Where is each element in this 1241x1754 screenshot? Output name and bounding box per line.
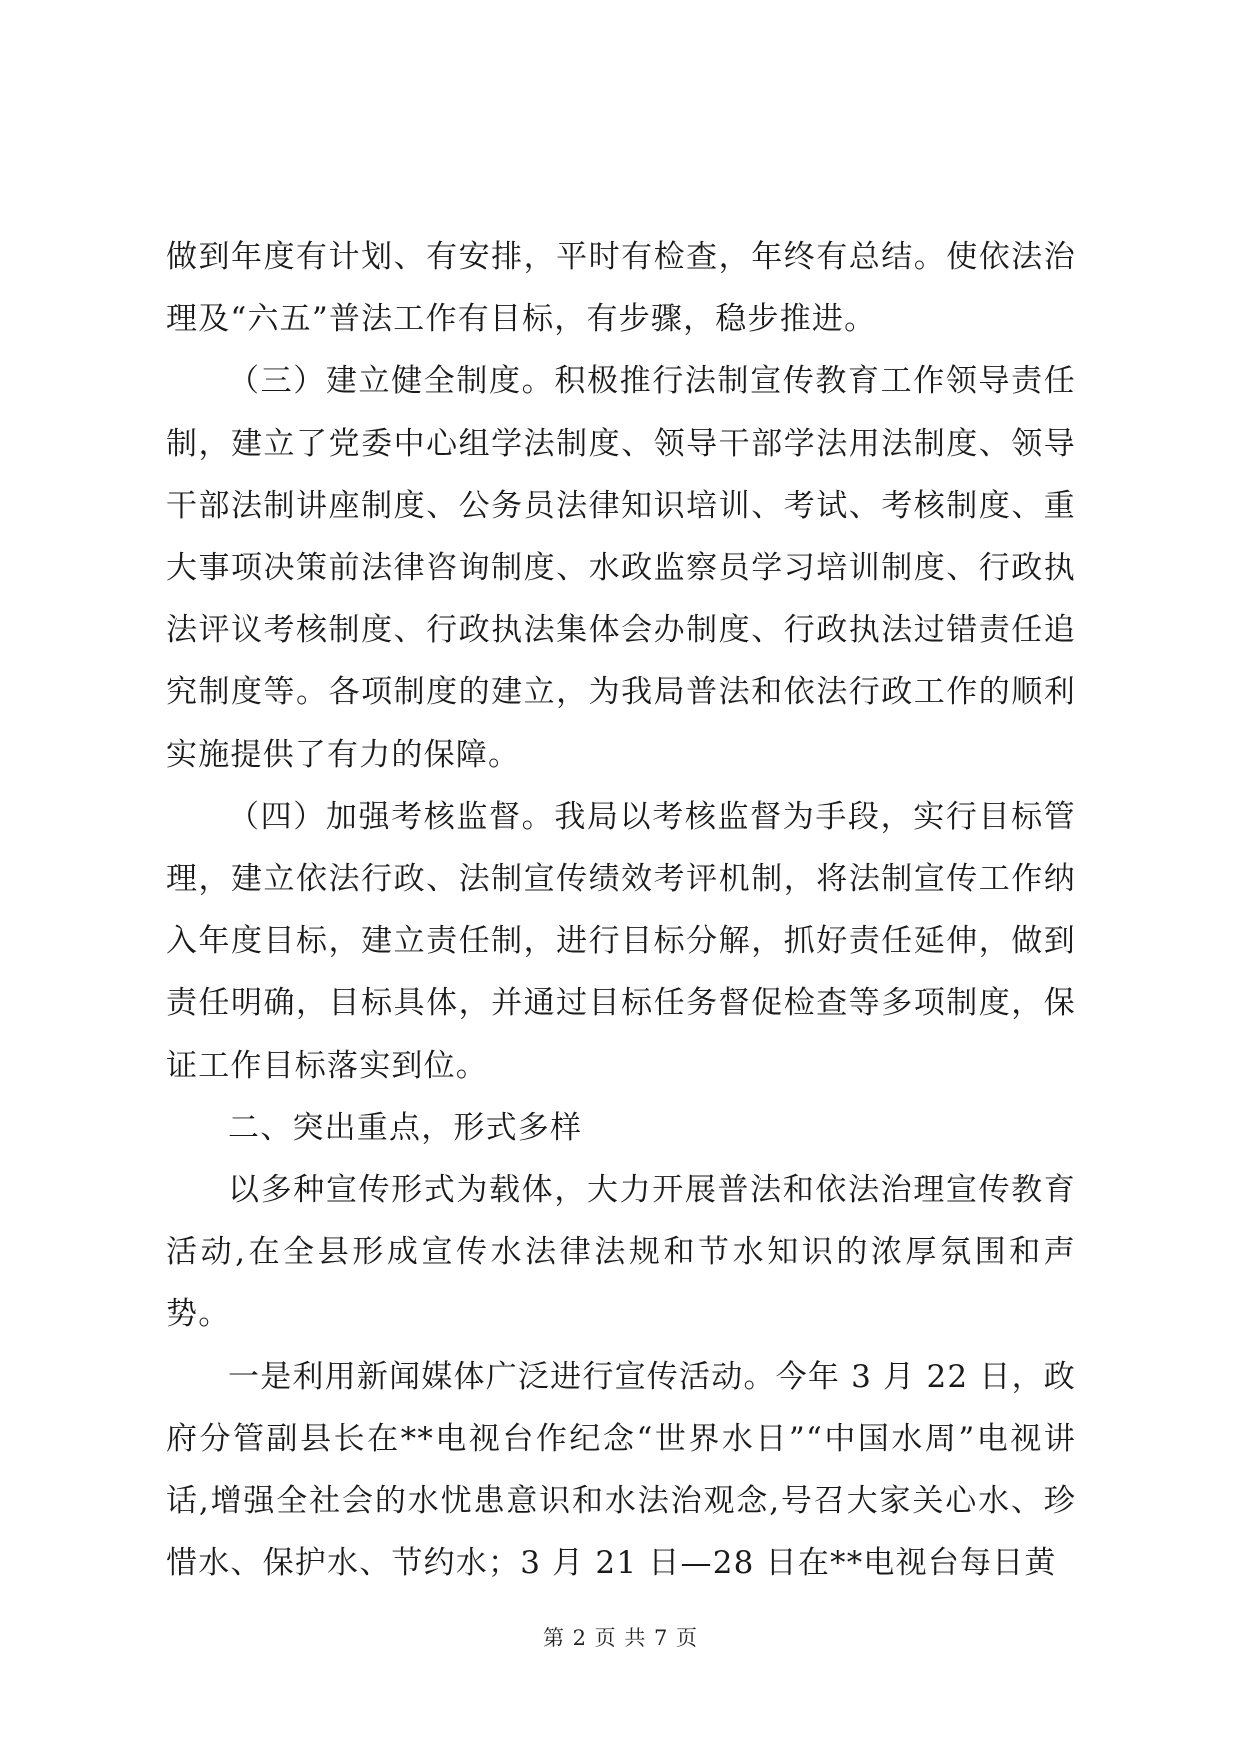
paragraph-media: 一是利用新闻媒体广泛进行宣传活动。今年 3 月 22 日，政府分管副县长在**电视台作纪念“世界水日”“中国水周”电视讲话,增强全社会的水忧患意识和水法治观念,号召大家关心水、珍惜水、保护水、节约水；3 月 21 日—28 日在**电视台每日黄 [166, 1358, 1076, 1582]
paragraph-section-3: （三）建立健全制度。积极推行法制宣传教育工作领导责任制，建立了党委中心组学法制度、领导干部学法用法制度、领导干部法制讲座制度、公务员法律知识培训、考试、考核制度、重大事项决策前法律咨询制度、水政监察员学习培训制度、行政执法评议考核制度、行政执法集体会办制度、行政执法过错责任追究制度等。各项制度的建立，为我局普法和依法行政工作的顺利实施提供了有力的保障。 [166, 363, 1076, 773]
paragraph-intro: 以多种宣传形式为载体，大力开展普法和依法治理宣传教育活动,在全县形成宣传水法律法规和节水知识的浓厚氛围和声势。 [166, 1172, 1076, 1333]
section-heading-2: 二、突出重点，形式多样 [228, 1109, 583, 1146]
paragraph-continuation: 做到年度有计划、有安排，平时有检查，年终有总结。使依法治理及“六五”普法工作有目标，有步骤，稳步推进。 [166, 239, 1076, 338]
paragraph-section-4: （四）加强考核监督。我局以考核监督为手段，实行目标管理，建立依法行政、法制宣传绩效考评机制，将法制宣传工作纳入年度目标，建立责任制，进行目标分解，抓好责任延伸，做到责任明确，目标具体，并通过目标任务督促检查等多项制度，保证工作目标落实到位。 [166, 798, 1076, 1084]
document-body [166, 226, 1076, 1594]
page-number-footer: 第 2 页 共 7 页 [542, 1626, 699, 1650]
